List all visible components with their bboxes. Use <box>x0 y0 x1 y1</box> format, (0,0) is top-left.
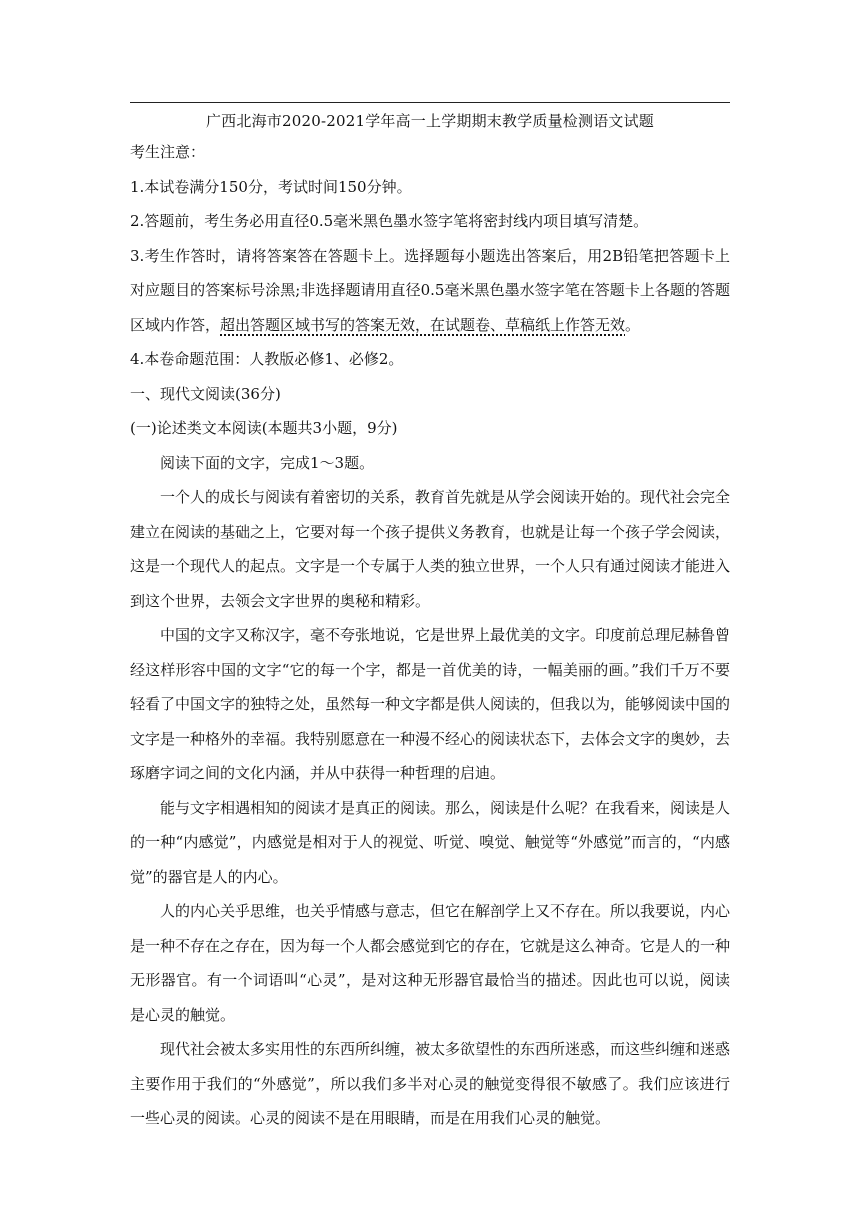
header-rule <box>130 102 730 103</box>
paragraph-1: 一个人的成长与阅读有着密切的关系，教育首先就是从学会阅读开始的。现代社会完全建立在阅读的基础之上，它要对每一个孩子提供义务教育，也就是让每一个孩子学会阅读，这是一个现代人的起点。文字是一个专属于人类的独立世界，一个人只有通过阅读才能进入到这个世界，去领会文字世界的奥秘和精彩。 <box>130 488 731 610</box>
page-title: 广西北海市2020-2021学年高一上学期期末教学质量检测语文试题 <box>205 112 655 130</box>
paragraph-5: 现代社会被太多实用性的东西所纠缠，被太多欲望性的东西所迷惑，而这些纠缠和迷惑主要作用于我们的“外感觉”，所以我们多半对心灵的触觉变得很不敏感了。我们应该进行一些心灵的阅读。心灵的阅读不是在用眼睛，而是在用我们心灵的触觉。 <box>130 1040 731 1127</box>
paragraph-2: 中国的文字又称汉字，毫不夸张地说，它是世界上最优美的文字。印度前总理尼赫鲁曾经这样形容中国的文字“它的每一个字，都是一首优美的诗，一幅美丽的画。”我们千万不要轻看了中国文字的独特之处，虽然每一种文字都是供人阅读的，但我以为，能够阅读中国的文字是一种格外的幸福。我特别愿意在一种漫不经心的阅读状态下，去体会文字的奥妙，去琢磨字词之间的文化内涵，并从中获得一种哲理的启迪。 <box>130 626 731 782</box>
paragraph-4: 人的内心关乎思维，也关乎情感与意志，但它在解剖学上又不存在。所以我要说，内心是一种不存在之存在，因为每一个人都会感觉到它的存在，它就是这么神奇。它是人的一种无形器官。有一个词语叫“心灵”，是对这种无形器官最恰当的描述。因此也可以说，阅读是心灵的触觉。 <box>130 902 731 1024</box>
notice-item-4: 4.本卷命题范围：人教版必修1、必修2。 <box>130 350 404 368</box>
notice-item-3-end: 。 <box>625 315 641 334</box>
reading-instruction: 阅读下面的文字，完成1～3题。 <box>160 453 375 472</box>
notice-item-2: 2.答题前，考生务必用直径0.5毫米黑色墨水签字笔将密封线内项目填写清楚。 <box>130 212 649 230</box>
notice-heading: 考生注意： <box>130 143 206 161</box>
paragraph-3: 能与文字相遇相知的阅读才是真正的阅读。那么，阅读是什么呢？在我看来，阅读是人的一种“内感觉”，内感觉是相对于人的视觉、听觉、嗅觉、触觉等“外感觉”而言的，“内感觉”的器官是人的内心。 <box>130 798 731 886</box>
section-heading: 一、现代文阅读(36分) <box>130 384 281 403</box>
subsection-heading: (一)论述类文本阅读(本题共3小题，9分) <box>130 419 398 437</box>
notice-item-1: 1.本试卷满分150分，考试时间150分钟。 <box>130 177 412 196</box>
document-page <box>130 102 730 1136</box>
notice-item-3-emphasis: 超出答题区域书写的答案无效，在试题卷、草稿纸上作答无效 <box>220 315 626 334</box>
notice-item-3-text: 3.考生作答时，请将答案答在答题卡上。选择题每小题选出答案后，用2B铅笔把答题卡上对应题目的答案标号涂黑;非选择题请用直径0.5毫米黑色墨水签字笔在答题卡上各题的答题区域内作答， <box>130 246 730 334</box>
notice-item-3 <box>130 239 730 343</box>
